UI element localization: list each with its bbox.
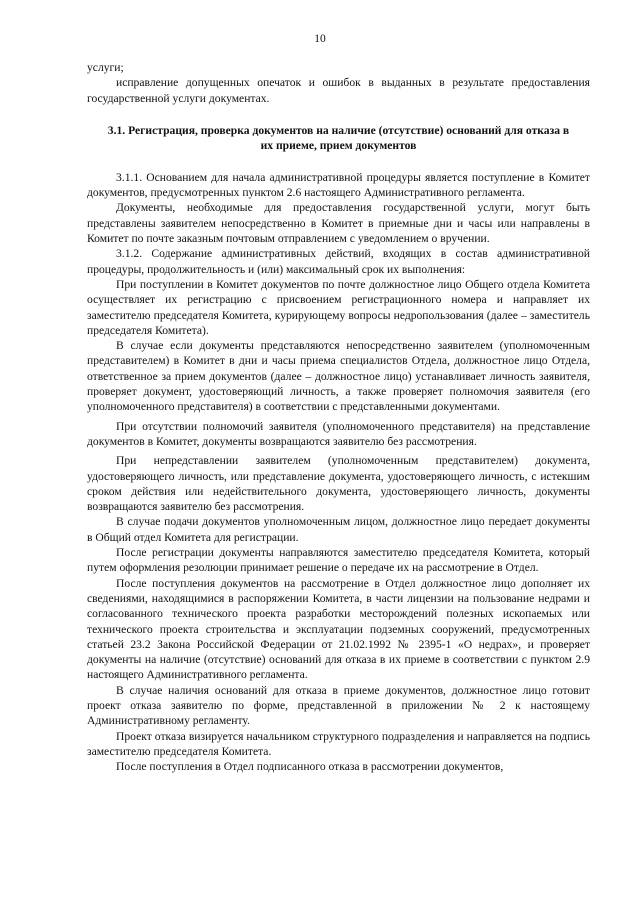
section-heading: 3.1. Регистрация, проверка документов на наличие (отсутствие) оснований для отказа в их приеме, прием документов (107, 123, 570, 152)
paragraph-after-registration: После регистрации документы направляются заместителю председателя Комитета, который путем оформления резолюции принимает решение о передаче их на рассмотрение в Отдел. (87, 546, 590, 575)
paragraph-mail-registration: При поступлении в Комитет документов по почте должностное лицо Общего отдела Комитета осуществляет их регистрацию с присвоением регистрационного номера и направляет их заместителю председателя Комитета, курирующему вопросы недропользования (далее – заместитель председателя Комитета). (87, 277, 590, 337)
page-number: 10 (314, 33, 326, 45)
document-body (87, 60, 590, 774)
paragraph-services-end: услуги; (87, 61, 124, 74)
paragraph-no-identity-document: При непредставлении заявителем (уполномоченным представителем) документа, удостоверяющего личность, или представление документа, удостоверяющего личность, с истекшим сроком действия или недействительного документа, удостоверяющего личность, документы возвращаются заявителю без рассмотрения. (87, 454, 590, 514)
paragraph-no-authority: При отсутствии полномочий заявителя (уполномоченного представителя) на представление документов в Комитет, документы возвращаются заявителю без рассмотрения. (87, 419, 590, 448)
paragraph-after-signed-refusal: После поступления в Отдел подписанного отказа в рассмотрении документов, (116, 760, 504, 774)
paragraph-3-1-1: 3.1.1. Основанием для начала административной процедуры является поступление в Комитет документов, предусмотренных пунктом 2.6 настоящего Административного регламента. (87, 170, 590, 200)
paragraph-refusal-approval: Проект отказа визируется начальником структурного подразделения и направляется на подпись заместителю председателя Комитета. (87, 729, 590, 758)
paragraph-3-1-2: 3.1.2. Содержание административных действий, входящих в состав административной процедуры, продолжительность и (или) максимальный срок их выполнения: (87, 247, 590, 276)
paragraph-refusal-grounds: В случае наличия оснований для отказа в приеме документов, должностное лицо готовит проект отказа заявителю по форме, представленной в приложении № 2 к настоящему Административному регламенту. (87, 683, 590, 728)
paragraph-corrections: исправление допущенных опечаток и ошибок в выданных в результате предоставления государственной услуги документах. (87, 76, 590, 105)
paragraph-authorized-person: В случае подачи документов уполномоченным лицом, должностное лицо передает документы в Общий отдел Комитета для регистрации. (87, 515, 590, 544)
paragraph-department-review: После поступления документов на рассмотрение в Отдел должностное лицо дополняет их сведениями, находящимися в распоряжении Комитета, в части лицензии на пользование недрами и согласованного технического проекта разработки месторождений полезных ископаемых или технического проекта строительства и эксплуатации подземных сооружений, предусмотренных статьей 23.2 Закона Российской Федерации от 21.02.1992 № 2395-1 «О недрах», и проверяет документы на наличие (отсутствие) оснований для отказа в их приеме в соответствии с пунктом 2.9 настоящего Административного регламента. (87, 576, 590, 682)
paragraph-documents-submission: Документы, необходимые для предоставления государственной услуги, могут быть представлены заявителем непосредственно в Комитет в приемные дни и часы или направлены в Комитет по почте заказным почтовым отправлением с уведомлением о вручении. (87, 201, 590, 246)
paragraph-direct-submission: В случае если документы представляются непосредственно заявителем (уполномоченным представителем) в Комитет в дни и часы приема специалистов Отдела, должностное лицо Отдела, ответственное за прием документов (далее – должностное лицо) устанавливает личность заявителя, проверяет документ, удостоверяющий личность, а также проверяет полномочия заявителя (его уполномоченного представителя) в соответствии с представленными документами. (87, 339, 590, 414)
